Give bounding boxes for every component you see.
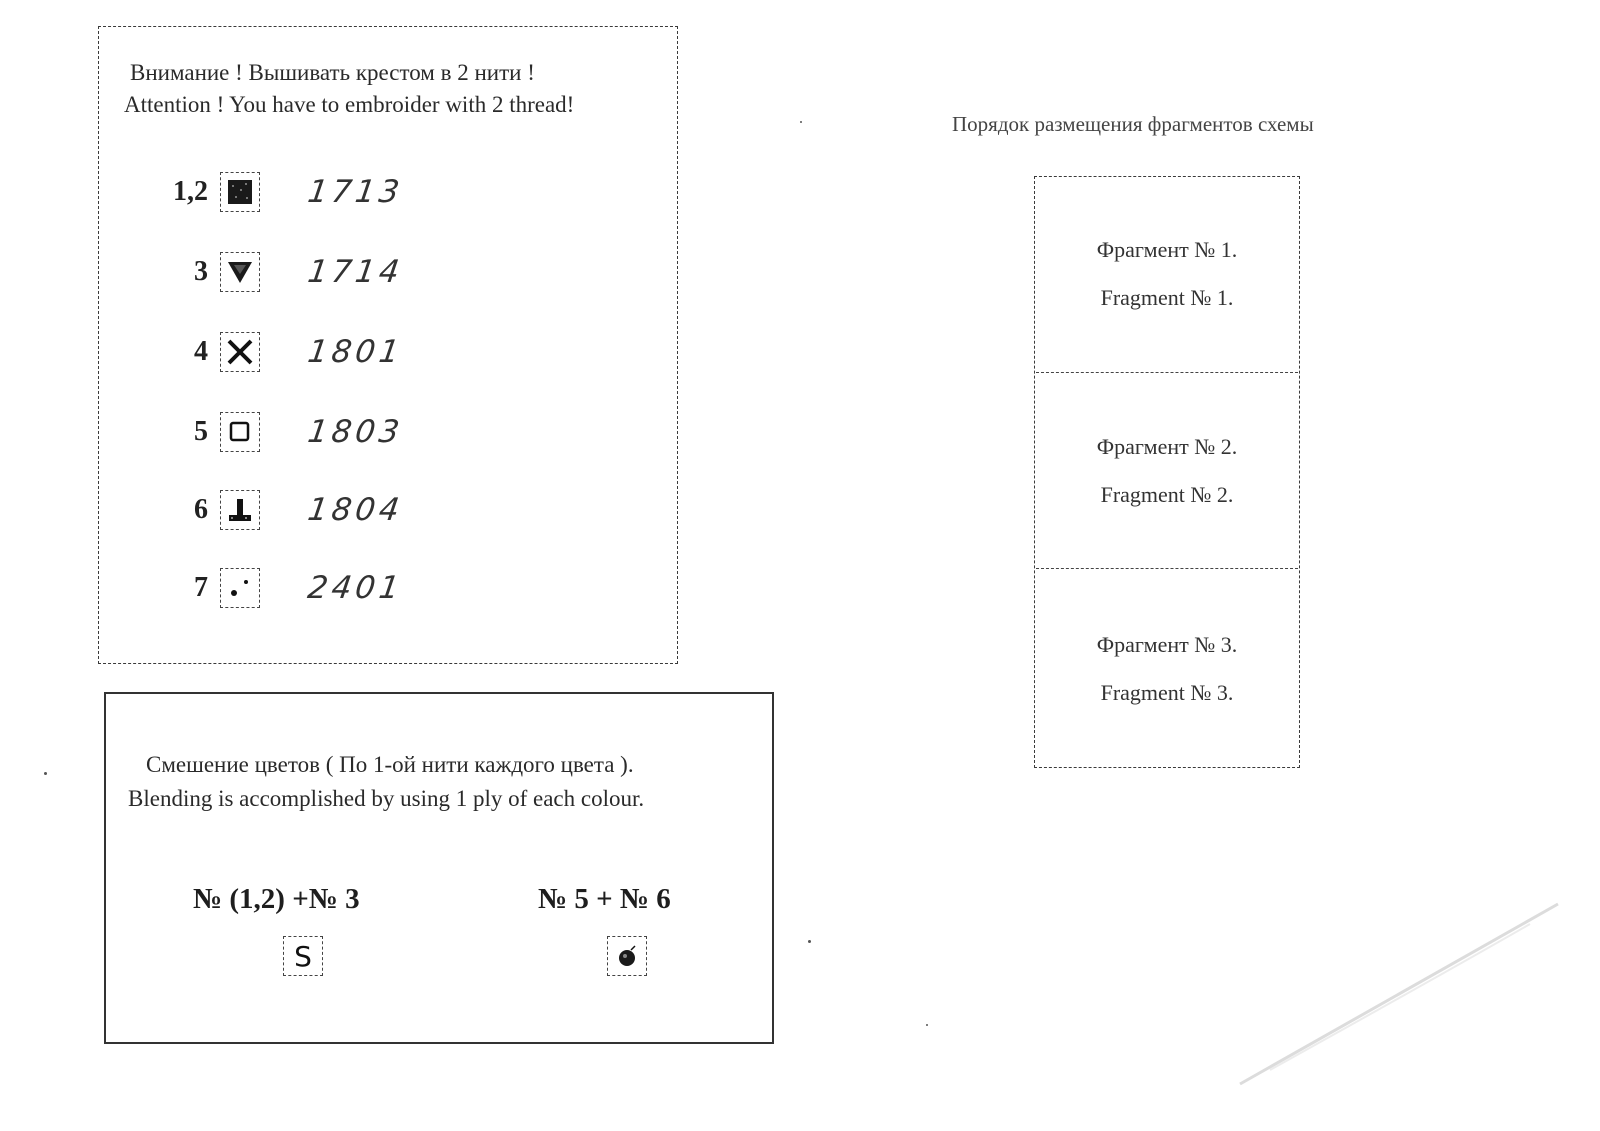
legend-row-2 bbox=[158, 250, 406, 294]
legend-row-4 bbox=[158, 410, 406, 454]
scan-speck bbox=[808, 940, 811, 943]
dense-filled-square-icon bbox=[220, 172, 260, 212]
instruction-en: Attention ! You have to embroider with 2 thread! bbox=[124, 92, 575, 117]
fragment-en: Fragment № 1. bbox=[1100, 285, 1234, 310]
fragment-ru: Фрагмент № 1. bbox=[1096, 237, 1238, 262]
scan-speck bbox=[926, 1024, 928, 1026]
fragment-cell-2 bbox=[1036, 372, 1298, 568]
legend-code: 1803 bbox=[305, 414, 406, 450]
blend-combo-symbol: S bbox=[294, 939, 312, 973]
fragment-cell-3 bbox=[1036, 568, 1298, 768]
two-dots-icon bbox=[220, 568, 260, 608]
blend-combo-label-1: № (1,2) +№ 3 bbox=[193, 883, 360, 915]
blending-title-en: Blending is accomplished by using 1 ply of each colour. bbox=[128, 786, 645, 811]
scan-crease bbox=[1230, 900, 1570, 1090]
legend-number: 3 bbox=[194, 256, 208, 287]
legend-code: 1804 bbox=[305, 492, 406, 528]
legend-row-1 bbox=[158, 170, 406, 214]
fragment-en: Fragment № 2. bbox=[1100, 481, 1234, 507]
fragment-ru: Фрагмент № 2. bbox=[1096, 433, 1238, 459]
fragment-en: Fragment № 3. bbox=[1100, 679, 1234, 705]
legend-code: 1801 bbox=[305, 334, 406, 370]
letter-s-icon bbox=[283, 936, 323, 976]
legend-row-6 bbox=[158, 566, 406, 610]
legend-code: 1714 bbox=[305, 254, 406, 290]
legend-number: 6 bbox=[194, 494, 208, 525]
legend-number: 4 bbox=[194, 336, 208, 367]
down-triangle-icon bbox=[220, 252, 260, 292]
blending-box bbox=[104, 692, 774, 1044]
blending-title-ru: Смешение цветов ( По 1-ой нити каждого цвета ). bbox=[146, 752, 634, 777]
inverted-t-block-icon bbox=[220, 490, 260, 530]
small-square-outline-icon bbox=[220, 412, 260, 452]
legend-number: 5 bbox=[194, 416, 208, 447]
scan-speck bbox=[44, 772, 47, 775]
legend-code: 1713 bbox=[305, 174, 406, 210]
instruction-ru: Внимание ! Вышивать крестом в 2 нити ! bbox=[130, 60, 535, 85]
fragments-heading: Порядок размещения фрагментов схемы bbox=[952, 112, 1314, 136]
fragment-cell-1 bbox=[1036, 176, 1298, 372]
scan-speck bbox=[800, 121, 802, 123]
legend-code: 2401 bbox=[305, 570, 406, 606]
blend-combo-label-2: № 5 + № 6 bbox=[538, 883, 671, 915]
legend-number: 7 bbox=[194, 572, 208, 603]
x-cross-icon bbox=[220, 332, 260, 372]
legend-row-5 bbox=[158, 488, 406, 532]
filled-circle-dot-icon bbox=[607, 936, 647, 976]
legend-number: 1,2 bbox=[173, 176, 208, 207]
legend-row-3 bbox=[158, 330, 406, 374]
fragment-ru: Фрагмент № 3. bbox=[1096, 631, 1238, 657]
